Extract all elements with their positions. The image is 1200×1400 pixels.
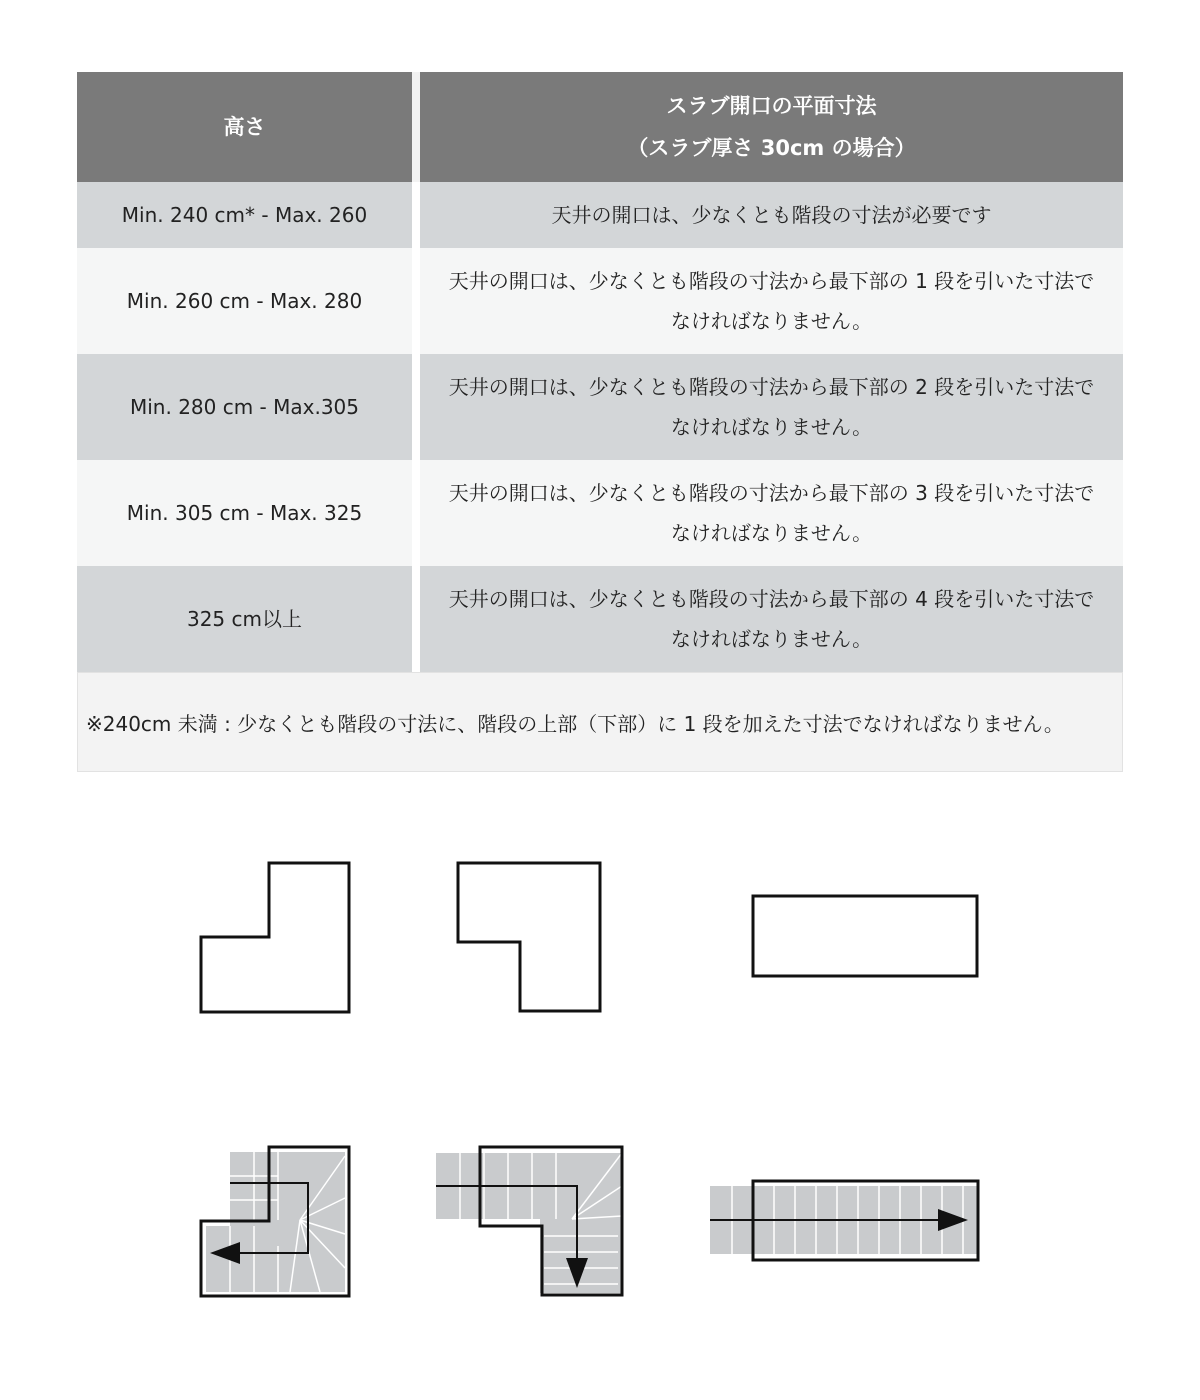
row-requirement-line2: なければなりません。 <box>670 521 873 545</box>
row-requirement <box>420 248 1123 354</box>
stair-l-shape-mirrored-diagram <box>432 1136 632 1306</box>
stair-l-shape-diagram <box>190 1136 360 1306</box>
opening-l-shape-diagram <box>190 852 360 1022</box>
row-requirement-line1: 天井の開口は、少なくとも階段の寸法から最下部の 3 段を引いた寸法で <box>448 481 1095 505</box>
header-opening <box>420 72 1123 182</box>
row-height: Min. 260 cm - Max. 280 <box>77 248 412 354</box>
table-row <box>77 182 1123 248</box>
header-opening-line1: スラブ開口の平面寸法 <box>666 94 877 118</box>
row-requirement <box>420 566 1123 672</box>
row-requirement <box>420 182 1123 248</box>
row-requirement-line1: 天井の開口は、少なくとも階段の寸法から最下部の 2 段を引いた寸法で <box>448 375 1095 399</box>
opening-straight-diagram <box>742 885 988 987</box>
stair-opening-table <box>77 72 1123 772</box>
table-header-row <box>77 72 1123 182</box>
row-height: Min. 305 cm - Max. 325 <box>77 460 412 566</box>
table-row <box>77 248 1123 354</box>
row-requirement <box>420 460 1123 566</box>
row-requirement-line2: なければなりません。 <box>670 415 873 439</box>
opening-l-shape-mirrored-diagram <box>448 852 610 1022</box>
row-requirement-line2: なければなりません。 <box>670 309 873 333</box>
table-footnote: ※240cm 未満 : 少なくとも階段の寸法に、階段の上部（下部）に 1 段を加えた寸法でなければなりません。 <box>77 672 1123 772</box>
row-requirement-line1: 天井の開口は、少なくとも階段の寸法から最下部の 1 段を引いた寸法で <box>448 269 1095 293</box>
row-requirement <box>420 354 1123 460</box>
header-opening-line2: （スラブ厚さ 30cm の場合） <box>627 136 916 160</box>
table-row <box>77 566 1123 672</box>
row-height: Min. 280 cm - Max.305 <box>77 354 412 460</box>
row-height: Min. 240 cm* - Max. 260 <box>77 182 412 248</box>
table-row <box>77 460 1123 566</box>
stair-straight-diagram <box>706 1170 988 1274</box>
row-requirement-line1: 天井の開口は、少なくとも階段の寸法から最下部の 4 段を引いた寸法で <box>448 587 1095 611</box>
header-height: 高さ <box>223 115 266 139</box>
row-height: 325 cm以上 <box>77 566 412 672</box>
row-requirement-line1: 天井の開口は、少なくとも階段の寸法が必要です <box>551 203 992 227</box>
table-row <box>77 354 1123 460</box>
row-requirement-line2: なければなりません。 <box>670 627 873 651</box>
